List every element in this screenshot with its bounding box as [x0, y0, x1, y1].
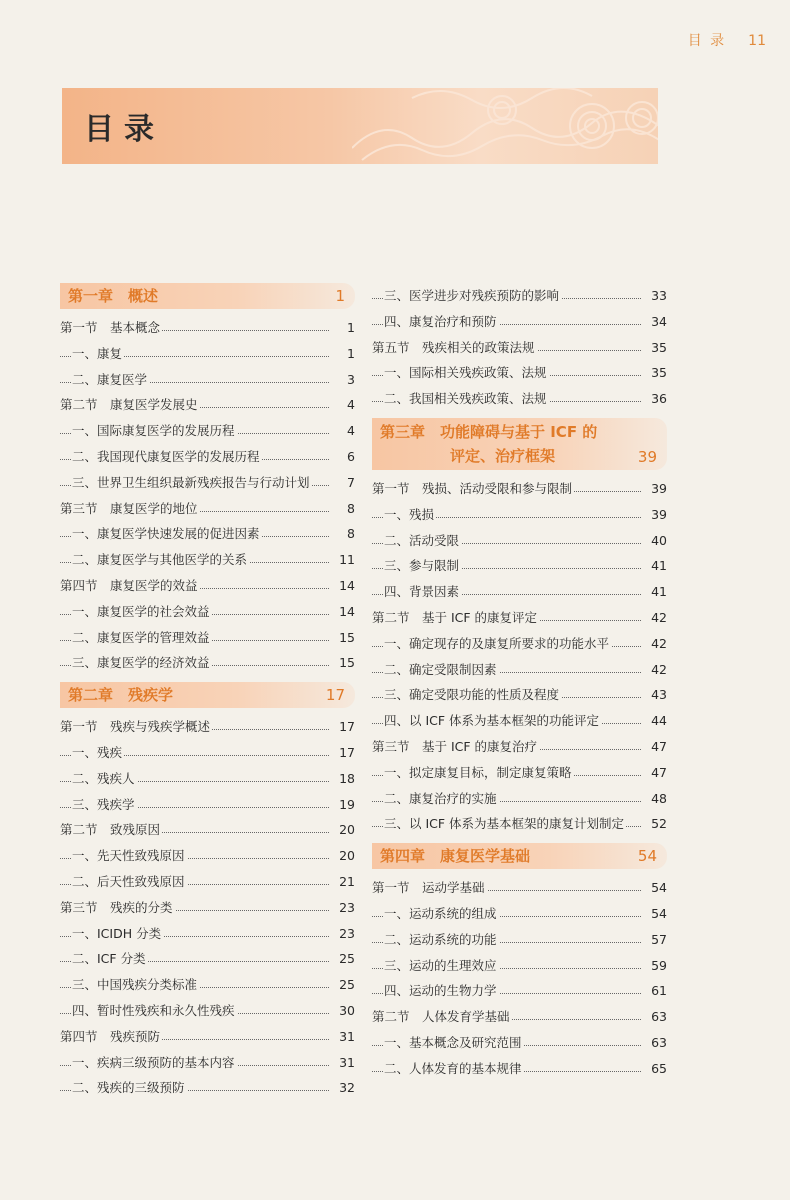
item-title: 三、康复医学的经济效益 [72, 655, 210, 671]
toc-item[interactable] [60, 869, 355, 895]
page-number: 43 [648, 682, 667, 708]
page-number: 61 [648, 978, 667, 1004]
section-title: 第一节 残疾与残疾学概述 [60, 719, 211, 735]
section-title: 第四节 康复医学的效益 [60, 577, 198, 593]
item-title: 一、疾病三级预防的基本内容 [72, 1054, 235, 1070]
chapter-heading[interactable] [372, 843, 667, 869]
item-title: 三、参与限制 [384, 558, 460, 574]
running-header [688, 30, 766, 50]
item-title: 四、运动的生物力学 [384, 983, 497, 999]
toc-item[interactable] [372, 579, 667, 605]
toc-item[interactable] [60, 766, 355, 792]
item-title: 三、确定受限功能的性质及程度 [384, 687, 560, 703]
toc-item[interactable] [60, 1075, 355, 1101]
chapter-title: 第四章 康复医学基础 [380, 847, 531, 866]
toc-section[interactable] [60, 315, 355, 341]
toc-item[interactable] [372, 309, 667, 335]
toc-item[interactable] [372, 1030, 667, 1056]
toc-item[interactable] [372, 953, 667, 979]
item-title: 二、康复医学 [72, 371, 148, 387]
toc-item[interactable] [60, 367, 355, 393]
page-number: 63 [648, 1004, 667, 1030]
toc-item[interactable] [372, 708, 667, 734]
page-number: 41 [648, 579, 667, 605]
page-number: 32 [336, 1075, 355, 1101]
item-title: 三、世界卫生组织最新残疾报告与行动计划 [72, 474, 310, 490]
toc-left-column [60, 283, 355, 1101]
page-number: 59 [648, 953, 667, 979]
page-number: 6 [344, 444, 355, 470]
chapter-heading[interactable] [60, 682, 355, 708]
item-title: 二、残疾的三级预防 [72, 1080, 185, 1096]
toc-item[interactable] [60, 418, 355, 444]
page-number: 63 [648, 1030, 667, 1056]
section-title: 第二节 致残原因 [60, 822, 161, 838]
toc-right-column [372, 283, 667, 1082]
page-number: 4 [344, 392, 355, 418]
item-title: 二、活动受限 [384, 532, 460, 548]
toc-item[interactable] [372, 927, 667, 953]
page-number: 15 [336, 625, 355, 651]
page-number: 17 [336, 714, 355, 740]
item-title: 三、以 ICF 体系为基本框架的康复计划制定 [384, 816, 625, 832]
item-title: 二、康复医学的管理效益 [72, 629, 210, 645]
toc-item[interactable] [372, 528, 667, 554]
toc-item[interactable] [372, 502, 667, 528]
page-number: 23 [336, 895, 355, 921]
item-title: 二、残疾人 [72, 770, 135, 786]
chapter-title: 第二章 残疾学 [68, 686, 174, 705]
section-title: 第二节 人体发育学基础 [372, 1009, 510, 1025]
toc-item[interactable] [60, 470, 355, 496]
page-number: 42 [648, 657, 667, 683]
chapter-title: 第一章 概述 [68, 287, 159, 305]
page-number: 8 [344, 496, 355, 522]
page-number: 25 [336, 946, 355, 972]
toc-item[interactable] [372, 283, 667, 309]
item-title: 二、我国现代康复医学的发展历程 [72, 448, 260, 464]
toc-section[interactable] [372, 875, 667, 901]
item-title: 二、康复医学与其他医学的关系 [72, 552, 248, 568]
item-title: 二、确定受限制因素 [384, 661, 497, 677]
page-number: 21 [336, 869, 355, 895]
page-number: 3 [344, 367, 355, 393]
section-title: 第一节 残损、活动受限和参与限制 [372, 480, 573, 496]
page-number: 40 [648, 528, 667, 554]
page-number: 35 [648, 335, 667, 361]
page-number: 36 [648, 386, 667, 412]
toc-item[interactable] [60, 444, 355, 470]
page-number: 54 [648, 901, 667, 927]
item-title: 三、中国残疾分类标准 [72, 977, 198, 993]
toc-item[interactable] [60, 946, 355, 972]
toc-item[interactable] [60, 547, 355, 573]
item-title: 二、ICF 分类 [72, 951, 146, 967]
page-number: 25 [336, 972, 355, 998]
page-number: 31 [336, 1024, 355, 1050]
page-number: 31 [336, 1050, 355, 1076]
page-number: 7 [344, 470, 355, 496]
toc-section[interactable] [60, 496, 355, 522]
toc-section[interactable] [372, 734, 667, 760]
item-title: 二、我国相关残疾政策、法规 [384, 391, 547, 407]
page-number: 33 [648, 283, 667, 309]
toc-item[interactable] [60, 972, 355, 998]
toc-section[interactable] [60, 714, 355, 740]
toc-section[interactable] [60, 817, 355, 843]
chapter-page: 54 [637, 847, 657, 866]
toc-item[interactable] [60, 650, 355, 676]
chapter-heading[interactable] [372, 418, 667, 470]
toc-item[interactable] [60, 1050, 355, 1076]
wave-pattern-icon [352, 88, 658, 164]
header-label: 目 录 [687, 33, 727, 49]
item-title: 三、医学进步对残疾预防的影响 [384, 288, 560, 303]
item-title: 四、暂时性残疾和永久性残疾 [72, 1002, 235, 1018]
page-number: 42 [648, 631, 667, 657]
page-number: 57 [648, 927, 667, 953]
toc-item[interactable] [372, 386, 667, 412]
toc-item[interactable] [60, 921, 355, 947]
item-title: 二、康复治疗的实施 [384, 790, 497, 806]
item-title: 一、国际相关残疾政策、法规 [384, 365, 547, 381]
item-title: 四、以 ICF 体系为基本框架的功能评定 [384, 713, 600, 729]
header-page-number: 11 [748, 33, 766, 49]
toc-item[interactable] [372, 786, 667, 812]
page-number: 18 [336, 766, 355, 792]
item-title: 一、康复 [72, 345, 123, 361]
toc-section[interactable] [60, 573, 355, 599]
page-number: 14 [336, 573, 355, 599]
item-title: 一、残疾 [72, 744, 123, 760]
toc-item[interactable] [60, 521, 355, 547]
page-number: 35 [648, 360, 667, 386]
toc-item[interactable] [372, 553, 667, 579]
page-number: 47 [648, 734, 667, 760]
section-title: 第三节 基于 ICF 的康复治疗 [372, 738, 538, 754]
section-title: 第五节 残疾相关的政策法规 [372, 339, 535, 355]
section-title: 第四节 残疾预防 [60, 1028, 161, 1044]
item-title: 四、背景因素 [384, 584, 460, 600]
item-title: 一、残损 [384, 506, 435, 522]
item-title: 二、人体发育的基本规律 [384, 1060, 522, 1076]
toc-section[interactable] [372, 1004, 667, 1030]
item-title: 一、确定现存的及康复所要求的功能水平 [384, 635, 610, 651]
chapter-page: 17 [325, 686, 345, 705]
toc-section[interactable] [372, 335, 667, 361]
page-number: 30 [336, 998, 355, 1024]
title-banner [62, 88, 658, 164]
toc-item[interactable] [372, 978, 667, 1004]
section-title: 第二节 康复医学发展史 [60, 397, 198, 413]
page-number: 44 [648, 708, 667, 734]
item-title: 四、康复治疗和预防 [384, 313, 497, 329]
page-number: 11 [336, 547, 355, 573]
page-number: 20 [336, 817, 355, 843]
toc-item[interactable] [60, 998, 355, 1024]
toc-section[interactable] [372, 605, 667, 631]
chapter-page: 1 [335, 287, 345, 305]
toc-item[interactable] [60, 341, 355, 367]
page-number: 54 [648, 875, 667, 901]
page-number: 1 [344, 315, 355, 341]
item-title: 一、先天性致残原因 [72, 848, 185, 864]
page-number: 14 [336, 599, 355, 625]
toc-section[interactable] [60, 392, 355, 418]
item-title: 一、康复医学的社会效益 [72, 603, 210, 619]
toc-item[interactable] [372, 811, 667, 837]
section-title: 第一节 基本概念 [60, 320, 161, 335]
page-number: 23 [336, 921, 355, 947]
chapter-title-line2: 评定、治疗框架 [450, 446, 556, 465]
page-number: 19 [336, 792, 355, 818]
page-number: 47 [648, 760, 667, 786]
chapter-title-line1: 第三章 功能障碍与基于 ICF 的 [380, 422, 598, 441]
item-title: 一、ICIDH 分类 [72, 925, 162, 941]
item-title: 二、运动系统的功能 [384, 931, 497, 947]
page-number: 15 [336, 650, 355, 676]
section-title: 第三节 康复医学的地位 [60, 500, 198, 516]
toc-item[interactable] [60, 792, 355, 818]
toc-item[interactable] [60, 740, 355, 766]
item-title: 二、后天性致残原因 [72, 873, 185, 889]
item-title: 三、运动的生理效应 [384, 957, 497, 973]
page-number: 39 [648, 476, 667, 502]
page-number: 48 [648, 786, 667, 812]
toc-item[interactable] [372, 682, 667, 708]
toc-item[interactable] [60, 625, 355, 651]
item-title: 一、运动系统的组成 [384, 905, 497, 921]
page-number: 39 [648, 502, 667, 528]
toc-section[interactable] [60, 895, 355, 921]
item-title: 一、基本概念及研究范围 [384, 1034, 522, 1050]
page-number: 34 [648, 309, 667, 335]
item-title: 一、拟定康复目标，制定康复策略 [384, 764, 572, 780]
toc-item[interactable] [372, 760, 667, 786]
page-title: 目录 [84, 112, 164, 147]
page-number: 17 [336, 740, 355, 766]
toc-section[interactable] [60, 1024, 355, 1050]
page-number: 8 [344, 521, 355, 547]
page-number: 42 [648, 605, 667, 631]
page-number: 52 [648, 811, 667, 837]
section-title: 第二节 基于 ICF 的康复评定 [372, 609, 538, 625]
item-title: 一、国际康复医学的发展历程 [72, 423, 235, 439]
chapter-page: 39 [637, 447, 657, 466]
toc-item[interactable] [372, 657, 667, 683]
item-title: 一、康复医学快速发展的促进因素 [72, 526, 260, 542]
toc-item[interactable] [372, 901, 667, 927]
toc-item[interactable] [372, 631, 667, 657]
page-number: 41 [648, 553, 667, 579]
page-number: 4 [344, 418, 355, 444]
section-title: 第一节 运动学基础 [372, 880, 485, 896]
toc-item[interactable] [60, 599, 355, 625]
page-number: 20 [336, 843, 355, 869]
item-title: 三、残疾学 [72, 796, 135, 812]
toc-item[interactable] [60, 843, 355, 869]
toc-item[interactable] [372, 360, 667, 386]
chapter-heading[interactable] [60, 283, 355, 309]
section-title: 第三节 残疾的分类 [60, 899, 173, 915]
toc-item[interactable] [372, 1056, 667, 1082]
toc-section[interactable] [372, 476, 667, 502]
page-number: 1 [344, 341, 355, 367]
page-number: 65 [648, 1056, 667, 1082]
